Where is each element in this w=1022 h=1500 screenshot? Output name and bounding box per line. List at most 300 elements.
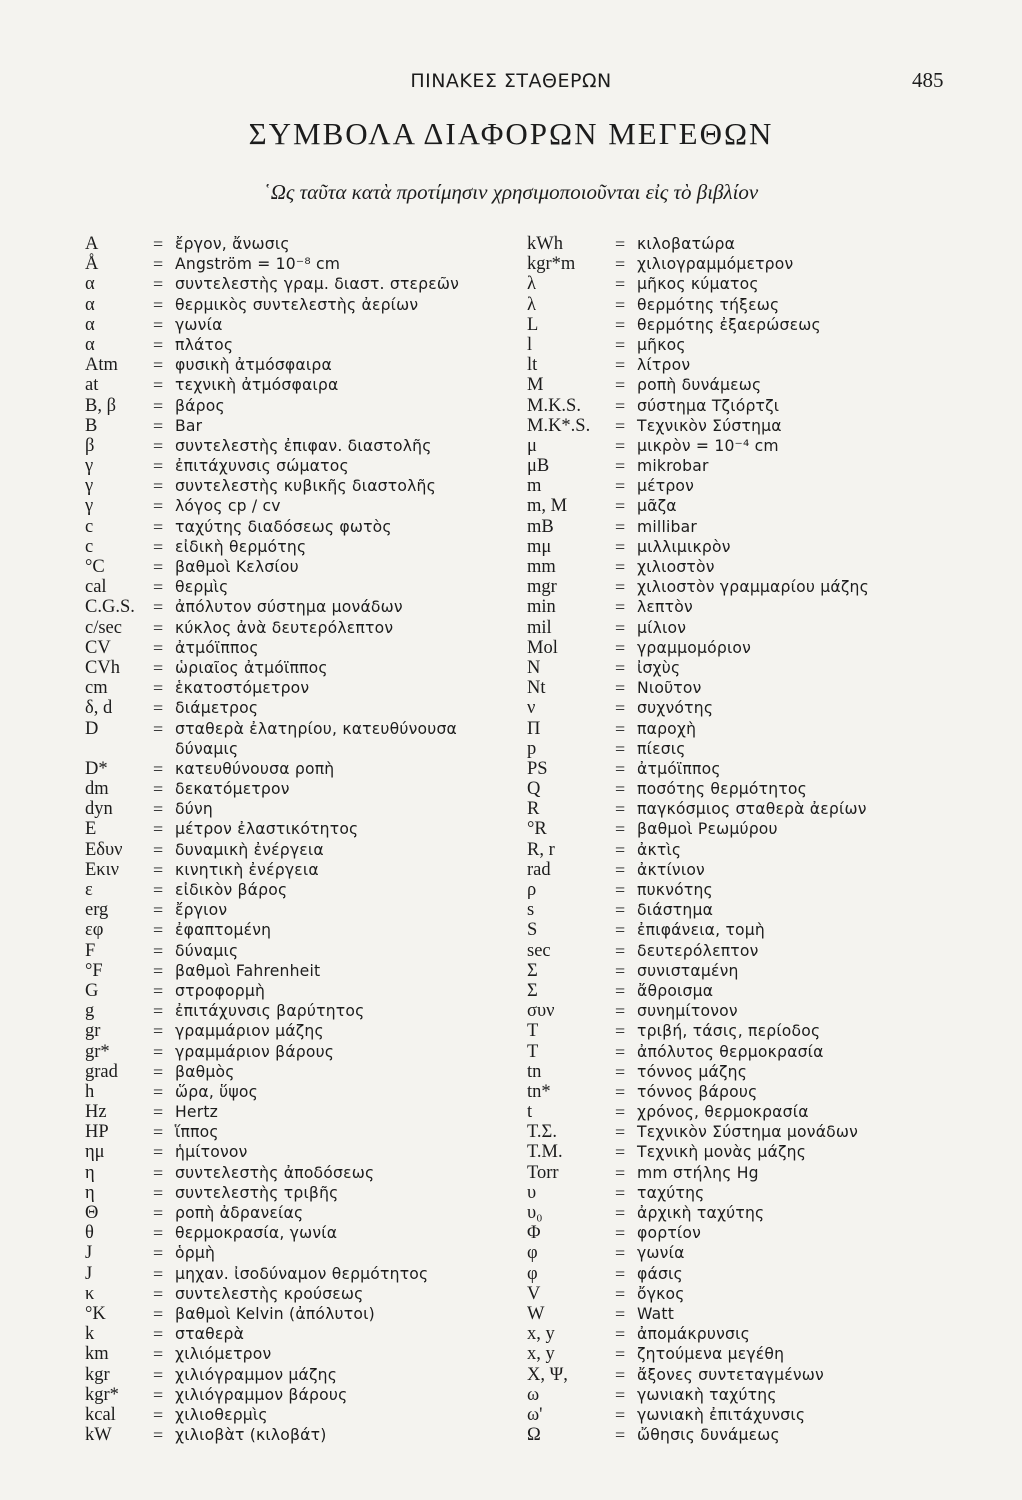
symbol-meaning: ροπὴ ἀδρανείας: [175, 1204, 304, 1223]
page-subtitle: ῾Ως ταῦτα κατὰ προτίμησιν χρησιμοποιοῦνται εἰς τὸ βιβλίον: [263, 180, 759, 204]
symbol: rad: [527, 859, 551, 880]
equals-sign: =: [153, 294, 164, 315]
symbol: mgr: [527, 577, 557, 598]
equals-sign: =: [615, 294, 626, 315]
symbol-meaning: ἔργον, ἄνωσις: [175, 235, 290, 253]
symbol-meaning: ἄθροισμα: [637, 981, 714, 1000]
equals-sign: =: [153, 718, 164, 739]
equals-sign: =: [153, 314, 164, 335]
symbol-entry: [85, 1365, 495, 1385]
equals-sign: =: [153, 637, 164, 658]
symbol: °C: [85, 557, 105, 577]
symbol-entry: [527, 254, 869, 274]
symbol-meaning: εἰδικὴ θερμότης: [175, 537, 307, 556]
symbol-entry: [527, 577, 869, 597]
symbol-entry: [527, 1082, 869, 1102]
equals-sign: =: [615, 839, 626, 860]
symbol-meaning: φάσις: [637, 1264, 683, 1283]
symbol: Ω: [527, 1425, 541, 1446]
symbol: grad: [85, 1061, 118, 1082]
symbol: J: [85, 1263, 93, 1284]
equals-sign: =: [153, 1324, 164, 1345]
symbol-meaning: μέτρον: [637, 477, 695, 496]
symbol: ε: [85, 880, 93, 901]
symbol-entry: [85, 496, 495, 516]
equals-sign: =: [615, 355, 626, 376]
symbol-entry: [85, 1042, 495, 1062]
symbol: HP: [85, 1122, 109, 1143]
symbol: c: [85, 536, 94, 557]
symbol-meaning: Τεχνικὸν Σύστημα μονάδων: [637, 1123, 859, 1142]
symbol-meaning: ἄξονες συντεταγμένων: [637, 1365, 824, 1384]
symbol-entry: [527, 779, 869, 799]
equals-sign: =: [615, 496, 626, 517]
symbol-entry: [85, 517, 495, 537]
symbol-meaning: Hertz: [175, 1103, 219, 1122]
equals-sign: =: [153, 334, 164, 355]
symbol: T: [527, 1021, 539, 1042]
symbol-meaning: ὡριαῖος ἀτμόϊππος: [175, 658, 328, 677]
symbol-meaning: λίτρον: [637, 356, 691, 375]
equals-sign: =: [153, 617, 164, 638]
equals-sign: =: [615, 476, 626, 497]
symbol: β: [85, 435, 95, 456]
symbol: Σ: [527, 980, 538, 1001]
symbol-entry: [85, 355, 495, 375]
symbol-meaning: ἡμίτονον: [175, 1143, 248, 1162]
symbol: λ: [527, 294, 536, 315]
symbol-entry: [85, 557, 495, 577]
symbol: mil: [527, 617, 552, 638]
symbol-entry: [85, 315, 495, 335]
symbol-entry: [85, 335, 495, 355]
symbol: h: [85, 1081, 95, 1102]
symbol-entry: [527, 355, 869, 375]
symbol: Mol: [527, 637, 558, 658]
symbol: δ, d: [85, 698, 113, 719]
symbol-meaning: τόννος μάζης: [637, 1062, 748, 1081]
symbol-meaning: ταχύτης: [637, 1183, 705, 1202]
equals-sign: =: [615, 1324, 626, 1345]
symbol-meaning: σταθερὰ: [175, 1325, 245, 1344]
symbol-entry: [527, 274, 869, 294]
symbol-meaning: συχνότης: [637, 699, 714, 718]
symbol-entry: [527, 234, 869, 254]
equals-sign: =: [153, 758, 164, 779]
symbol: συν: [527, 1001, 555, 1022]
symbol-meaning: τόννος βάρους: [637, 1082, 758, 1101]
symbol-meaning: ὥρα, ὕψος: [175, 1082, 258, 1101]
equals-sign: =: [153, 435, 164, 456]
symbol: S: [527, 920, 538, 941]
symbol-entry: [85, 759, 495, 779]
equals-sign: =: [615, 456, 626, 477]
symbol: M.K*.S.: [527, 415, 591, 436]
symbol-entry: [527, 597, 869, 617]
symbol-entry: [85, 900, 495, 920]
symbol: A: [85, 234, 99, 254]
symbol: λ: [527, 274, 536, 295]
symbol: gr: [85, 1021, 101, 1042]
symbol-entry: [527, 476, 869, 496]
symbol-meaning: συντελεστὴς ἐπιφαν. διαστολῆς: [175, 436, 432, 455]
equals-sign: =: [153, 799, 164, 820]
equals-sign: =: [153, 678, 164, 699]
symbol: α: [85, 274, 95, 295]
symbol: Σ: [527, 960, 538, 981]
symbol-meaning: χιλιόγραμμον βάρους: [175, 1385, 348, 1404]
symbol-meaning: παγκόσμιος σταθερὰ ἀερίων: [637, 800, 867, 819]
symbol: min: [527, 597, 556, 618]
symbol: p: [527, 738, 537, 759]
equals-sign: =: [615, 1061, 626, 1082]
symbol-meaning: ἀκτίνιον: [637, 860, 705, 879]
symbol-meaning: μέτρον ἐλαστικότητος: [175, 820, 359, 839]
symbol-list-left: [85, 234, 495, 1445]
symbol-entry: [527, 1284, 869, 1304]
symbol-entry: [85, 1324, 495, 1344]
equals-sign: =: [615, 334, 626, 355]
equals-sign: =: [615, 395, 626, 416]
symbol-entry: [85, 436, 495, 456]
symbol-entry: [85, 396, 495, 416]
equals-sign: =: [615, 1303, 626, 1324]
equals-sign: =: [615, 799, 626, 820]
equals-sign: =: [153, 1364, 164, 1385]
symbol-meaning: δυναμικὴ ἐνέργεια: [175, 840, 324, 859]
symbol-entry: [85, 1082, 495, 1102]
symbol: dm: [85, 779, 109, 800]
symbol: D*: [85, 758, 108, 779]
symbol-meaning: σύστημα Τζιόρτζι: [637, 396, 780, 415]
symbol-meaning: δύναμις: [175, 941, 239, 960]
symbol: θ: [85, 1223, 94, 1244]
equals-sign: =: [615, 1041, 626, 1062]
symbol: α: [85, 294, 95, 315]
symbol-entry: [85, 941, 495, 961]
symbol: kW: [85, 1425, 112, 1446]
symbol-meaning: συντελεστὴς κυβικῆς διαστολῆς: [175, 477, 436, 496]
equals-sign: =: [615, 920, 626, 941]
symbol-meaning: ἐπιφάνεια, τομὴ: [637, 921, 766, 940]
symbol: κ: [85, 1283, 95, 1304]
symbol: E: [85, 819, 97, 840]
equals-sign: =: [615, 980, 626, 1001]
symbol-meaning: βάρος: [175, 396, 225, 415]
symbol: D: [85, 718, 99, 739]
symbol-entry: [527, 698, 869, 718]
symbol: c: [85, 516, 94, 537]
equals-sign: =: [153, 375, 164, 396]
equals-sign: =: [615, 1364, 626, 1385]
equals-sign: =: [615, 1344, 626, 1365]
running-title: ΠΙΝΑΚΕΣ ΣΤΑΘΕΡΩΝ: [410, 70, 612, 92]
symbol-entry: [527, 1304, 869, 1324]
symbol-meaning: ἀκτὶς: [637, 840, 682, 859]
symbol-entry: [85, 638, 495, 658]
symbol-entry: [85, 456, 495, 476]
symbol-meaning: φυσικὴ ἀτμόσφαιρα: [175, 356, 332, 375]
symbol-entry: [527, 456, 869, 476]
symbol: R, r: [527, 839, 555, 860]
equals-sign: =: [153, 940, 164, 961]
equals-sign: =: [153, 1001, 164, 1022]
symbol-entry: [85, 1102, 495, 1122]
equals-sign: =: [615, 1182, 626, 1203]
symbol-meaning: χιλιοστὸν γραμμαρίου μάζης: [637, 578, 869, 597]
symbol: υ₀: [527, 1203, 543, 1223]
symbol-entry: [527, 618, 869, 638]
equals-sign: =: [615, 859, 626, 880]
equals-sign: =: [153, 920, 164, 941]
symbol-entry: [85, 1183, 495, 1203]
symbol-meaning: ἐφαπτομένη: [175, 921, 272, 940]
symbol-entry: [527, 1324, 869, 1344]
symbol-meaning: μικρὸν = 10⁻⁴ cm: [637, 436, 779, 455]
symbol: B, β: [85, 395, 117, 416]
symbol-meaning: συνημίτονον: [637, 1002, 738, 1021]
symbol-meaning: ταχύτης διαδόσεως φωτὸς: [175, 517, 392, 536]
equals-sign: =: [153, 597, 164, 618]
symbol-entry: [527, 961, 869, 981]
equals-sign: =: [615, 657, 626, 678]
symbol-entry: [85, 577, 495, 597]
equals-sign: =: [153, 1404, 164, 1425]
symbol: °R: [527, 819, 547, 840]
symbol-entry: [527, 517, 869, 537]
symbol-entry: [85, 1344, 495, 1364]
symbol: PS: [527, 758, 548, 779]
symbol-meaning: δευτερόλεπτον: [637, 941, 759, 960]
equals-sign: =: [153, 415, 164, 436]
equals-sign: =: [615, 435, 626, 456]
equals-sign: =: [615, 254, 626, 275]
symbol: γ: [85, 456, 94, 477]
symbol: cal: [85, 577, 107, 598]
symbol-entry: [527, 335, 869, 355]
symbol: ω': [527, 1404, 543, 1425]
symbol-meaning: θερμότης ἐξαερώσεως: [637, 315, 821, 334]
symbol: η: [85, 1182, 95, 1203]
equals-sign: =: [615, 1404, 626, 1425]
symbol-entry: [527, 1344, 869, 1364]
equals-sign: =: [615, 536, 626, 557]
symbol-entry: [527, 941, 869, 961]
symbol-entry: [85, 274, 495, 294]
equals-sign: =: [153, 476, 164, 497]
symbol: R: [527, 799, 540, 820]
symbol-entry: [527, 1021, 869, 1041]
symbol-meaning: Τεχνικὴ μονὰς μάζης: [637, 1143, 807, 1162]
symbol-meaning: ζητούμενα μεγέθη: [637, 1345, 785, 1364]
symbol-entry: [527, 496, 869, 516]
symbol-meaning: τεχνικὴ ἀτμόσφαιρα: [175, 376, 339, 395]
symbol-meaning: χιλιοβὰτ (κιλοβάτ): [175, 1426, 327, 1445]
equals-sign: =: [615, 678, 626, 699]
symbol-meaning: ἀτμόϊππος: [637, 759, 721, 778]
symbol-entry: [85, 597, 495, 617]
symbol: °F: [85, 960, 103, 981]
symbol-meaning: ἀρχικὴ ταχύτης: [637, 1204, 765, 1222]
equals-sign: =: [153, 839, 164, 860]
symbol: CV: [85, 637, 111, 658]
symbol: Eκιν: [85, 859, 119, 880]
symbol: Q: [527, 779, 541, 800]
symbol: kgr*: [85, 1384, 119, 1405]
symbol-entry: [527, 1062, 869, 1082]
equals-sign: =: [615, 1223, 626, 1244]
symbol: at: [85, 375, 99, 396]
symbol: C.G.S.: [85, 597, 135, 618]
symbol: kgr*m: [527, 254, 576, 275]
equals-sign: =: [153, 516, 164, 537]
symbol-meaning: Τεχνικὸν Σύστημα: [637, 416, 782, 435]
equals-sign: =: [153, 536, 164, 557]
symbol: L: [527, 314, 539, 335]
symbol: gr*: [85, 1041, 110, 1062]
symbol: tn*: [527, 1081, 551, 1102]
equals-sign: =: [153, 1182, 164, 1203]
symbol-meaning: γωνιακὴ ἐπιτάχυνσις: [637, 1405, 806, 1424]
symbol-entry: [85, 658, 495, 678]
symbol-entry: [527, 1385, 869, 1405]
symbol-meaning: πλάτος: [175, 335, 234, 354]
symbol-entry: [527, 678, 869, 698]
symbol: M: [527, 375, 544, 396]
symbol-entry: [85, 234, 495, 254]
equals-sign: =: [615, 1425, 626, 1446]
symbol-meaning: Νιοῦτον: [637, 679, 702, 698]
symbol-entry: [85, 920, 495, 940]
symbol: G: [85, 980, 99, 1001]
symbol: φ: [527, 1243, 538, 1264]
equals-sign: =: [615, 698, 626, 719]
equals-sign: =: [615, 1384, 626, 1405]
symbol-meaning: millibar: [637, 517, 697, 536]
symbol-meaning: Bar: [175, 416, 203, 435]
equals-sign: =: [153, 254, 164, 275]
equals-sign: =: [615, 314, 626, 335]
symbol: lt: [527, 355, 538, 376]
symbol-meaning: λόγος cp / cv: [175, 497, 281, 516]
equals-sign: =: [153, 1021, 164, 1042]
symbol: Φ: [527, 1223, 541, 1244]
symbol: υ: [527, 1182, 537, 1203]
symbol-meaning: φορτίον: [637, 1224, 702, 1243]
equals-sign: =: [153, 1142, 164, 1163]
symbol-meaning: χιλιοστὸν: [637, 558, 715, 576]
symbol-entry: [85, 1163, 495, 1183]
symbol-meaning: ὁρμὴ: [175, 1244, 216, 1263]
equals-sign: =: [153, 657, 164, 678]
equals-sign: =: [153, 355, 164, 376]
equals-sign: =: [615, 1162, 626, 1183]
symbol-entry: [85, 1385, 495, 1405]
symbol: Atm: [85, 355, 118, 376]
symbol-entry: [527, 658, 869, 678]
symbol-entry: [527, 295, 869, 315]
symbol-meaning: συντελεστὴς κρούσεως: [175, 1284, 364, 1303]
symbol-meaning: σταθερὰ ἐλατηρίου, κατευθύνουσα δύναμις: [175, 719, 458, 758]
symbol-entry: [85, 1142, 495, 1162]
equals-sign: =: [615, 1081, 626, 1102]
symbol-meaning: mm στήλης Hg: [637, 1163, 759, 1182]
symbol-meaning: πυκνότης: [637, 881, 713, 899]
equals-sign: =: [615, 1021, 626, 1042]
equals-sign: =: [153, 779, 164, 800]
symbol-entry: [85, 860, 495, 880]
symbol-entry: [85, 295, 495, 315]
symbol-meaning: ποσότης θερμότητος: [637, 780, 808, 799]
symbol-entry: [527, 557, 869, 577]
symbol-entry: [527, 920, 869, 940]
page-number: 485: [912, 68, 944, 92]
symbol-meaning: κατευθύνουσα ροπὴ: [175, 759, 335, 778]
symbol: μ: [527, 435, 537, 456]
symbol-entry: [527, 537, 869, 557]
symbol-entry: [85, 981, 495, 1001]
symbol: M.K.S.: [527, 395, 581, 416]
symbol-meaning: συνισταμένη: [637, 961, 739, 980]
symbol-meaning: μιλλιμικρὸν: [637, 537, 731, 556]
symbol: Eδυν: [85, 839, 123, 860]
symbol-meaning: κινητικὴ ἐνέργεια: [175, 860, 319, 879]
symbol-entry: [85, 1264, 495, 1284]
symbol-entry: [527, 900, 869, 920]
symbol-meaning: λεπτὸν: [637, 598, 693, 617]
symbol: °K: [85, 1303, 106, 1324]
symbol: ημ: [85, 1142, 105, 1163]
symbol-entry: [527, 1142, 869, 1162]
symbol-meaning: μῆκος κύματος: [637, 275, 759, 294]
symbol-meaning: χιλιόγραμμον μάζης: [175, 1365, 338, 1384]
symbol: ω: [527, 1384, 540, 1405]
symbol-meaning: βαθμοὶ Κελσίου: [175, 558, 299, 576]
equals-sign: =: [153, 1303, 164, 1324]
symbol: Torr: [527, 1162, 559, 1183]
equals-sign: =: [153, 1283, 164, 1304]
symbol-meaning: γωνία: [175, 315, 223, 334]
symbol-meaning: ἀπόλυτος θερμοκρασία: [637, 1042, 824, 1061]
symbol: ν: [527, 698, 536, 719]
symbol-meaning: ἀπόλυτον σύστημα μονάδων: [175, 598, 403, 617]
symbol-entry: [527, 1122, 869, 1142]
symbol-meaning: μίλιον: [637, 618, 687, 637]
symbol: φ: [527, 1263, 538, 1284]
symbol: γ: [85, 476, 94, 497]
symbol-list-right: [527, 234, 869, 1445]
symbol-entry: [527, 638, 869, 658]
symbol-entry: [527, 396, 869, 416]
symbol-entry: [527, 1042, 869, 1062]
symbol-meaning: θερμικὸς συντελεστὴς ἀερίων: [175, 295, 419, 314]
equals-sign: =: [153, 1162, 164, 1183]
symbol: Π: [527, 718, 541, 739]
equals-sign: =: [615, 557, 626, 577]
symbol-meaning: θερμὶς: [175, 578, 229, 597]
equals-sign: =: [615, 738, 626, 759]
equals-sign: =: [153, 1425, 164, 1446]
equals-sign: =: [615, 779, 626, 800]
symbol-meaning: μηχαν. ἰσοδύναμον θερμότητος: [175, 1264, 429, 1283]
symbol-meaning: πίεσις: [637, 739, 686, 758]
symbol-entry: [85, 961, 495, 981]
equals-sign: =: [153, 496, 164, 517]
symbol-entry: [85, 1001, 495, 1021]
equals-sign: =: [615, 758, 626, 779]
equals-sign: =: [615, 1203, 626, 1223]
symbol-entry: [85, 1223, 495, 1243]
